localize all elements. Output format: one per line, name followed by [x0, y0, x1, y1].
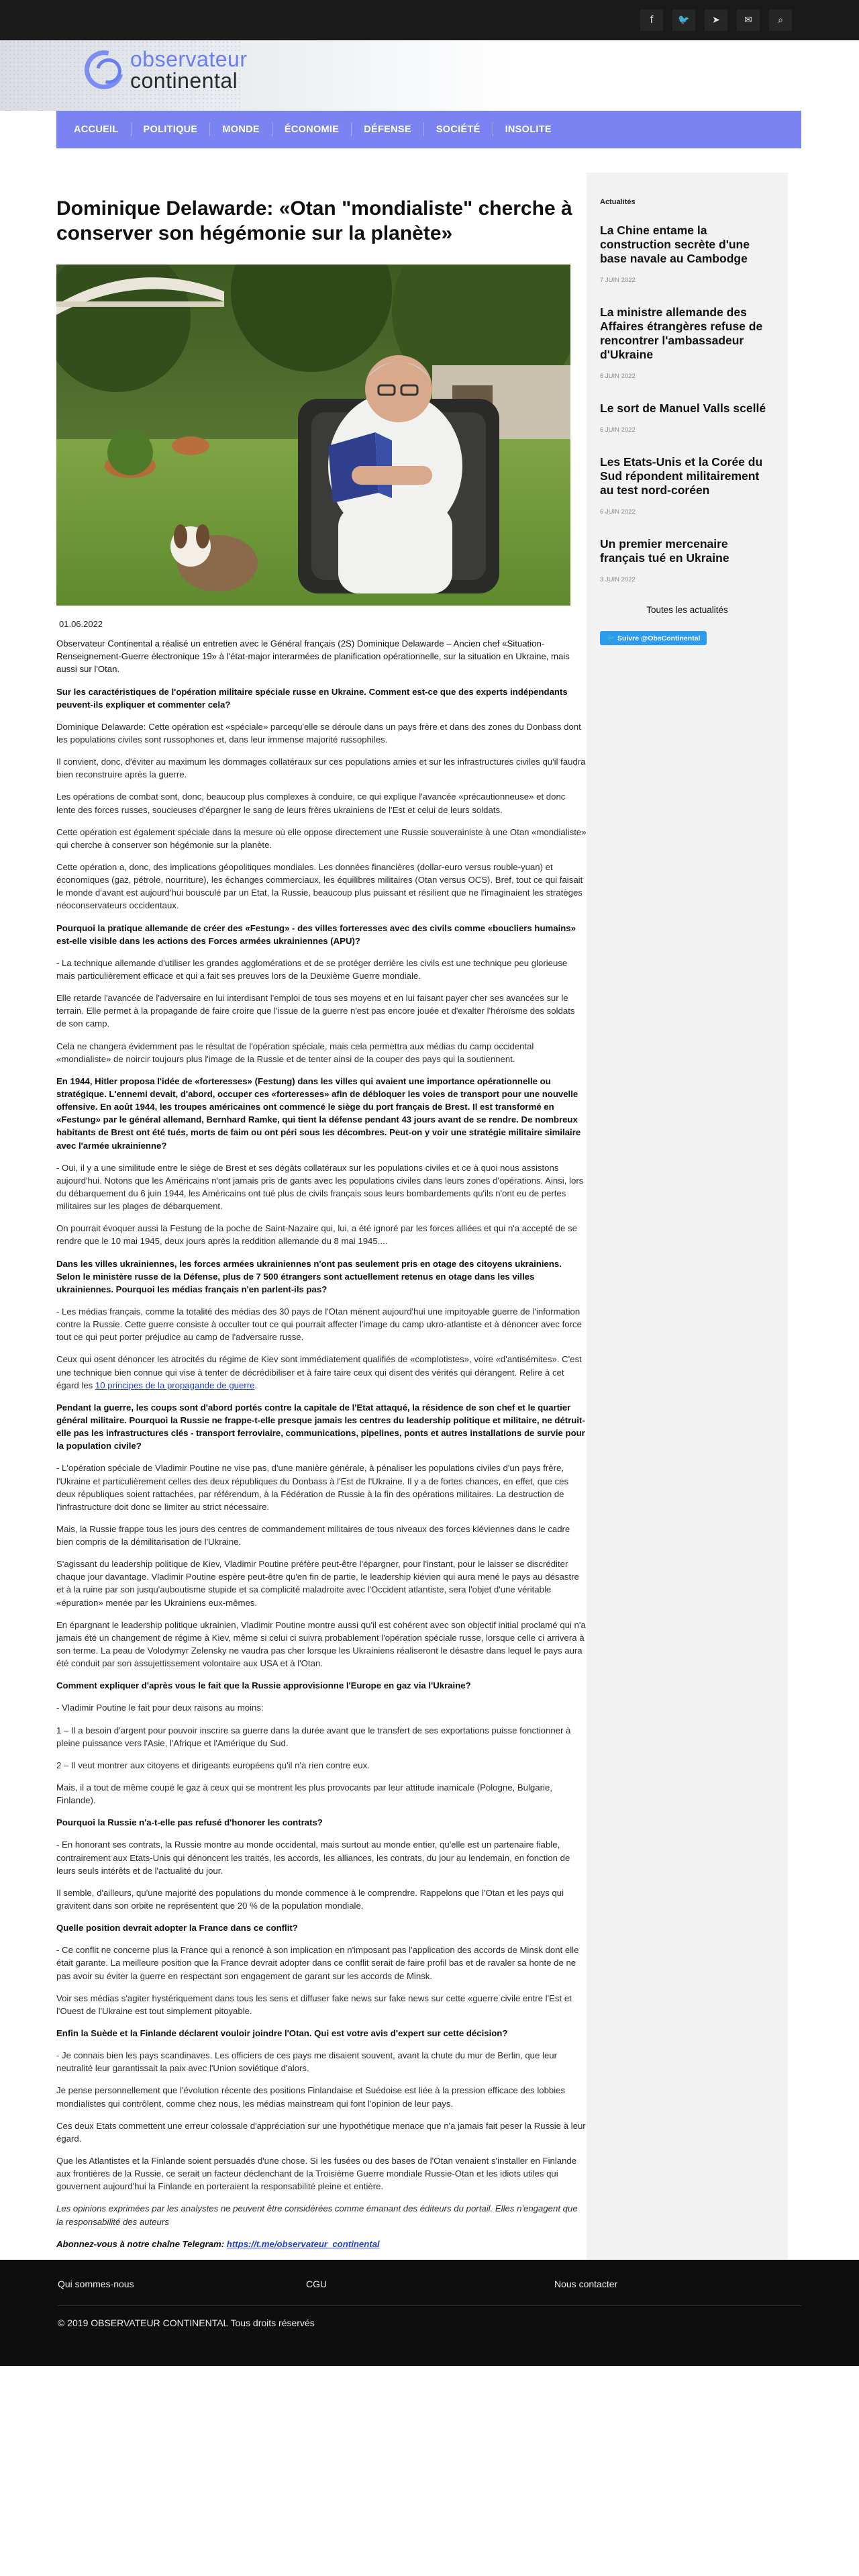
article-date: 01.06.2022	[59, 619, 103, 630]
news-list	[600, 224, 788, 583]
top-bar	[0, 0, 859, 40]
telegram-channel-link[interactable]: https://t.me/observateur_continental	[226, 2238, 380, 2249]
twitter-follow-label: Suivre @ObsContinental	[617, 634, 701, 642]
site-footer	[0, 2260, 859, 2366]
logo-icon	[77, 43, 130, 96]
news-item-date: 7 JUIN 2022	[600, 277, 636, 284]
article-paragraph: Voir ses médias s'agiter hystériquement dans tous les sens et diffuser fake news sur fake news sur cette «guerre civile entre l'Est et l'Ouest de l'Ukraine est tout simplement pitoyable.	[56, 1993, 572, 2016]
site-header	[0, 40, 859, 111]
news-item-date: 6 JUIN 2022	[600, 426, 636, 434]
nav-item-société[interactable]: SOCIÉTÉ	[436, 124, 481, 135]
facebook-button[interactable]	[640, 9, 663, 31]
article-paragraph: Il convient, donc, d'éviter au maximum les dommages collatéraux sur ces populations amies et sur les infrastructures civiles qu'il faudra bien reconstruire après la guerre.	[56, 757, 586, 780]
article-question: En 1944, Hitler proposa l'idée de «forteresses» (Festung) dans les villes qui avaient une importance opérationnelle ou stratégique. L'ennemi devait, d'abord, occuper ces «forteresses» afin de débloquer les voies de transport pour une nouvelle offensive. En août 1944, les troupes américaines ont commencé le siège du port français de Brest. Il est transformé en «Festung» par le général allemand, Bernhard Ramke, qui tient la défense pendant 43 jours avant de se rendre. De nombreux habitants de Brest ont été tués, morts de faim ou ont péri sous les décombres. Peut-on y voir une stratégie militaire similaire avec l'armée ukrainienne?	[56, 1076, 581, 1151]
article-question: Pendant la guerre, les coups sont d'abord portés contre la capitale de l'Etat attaqué, la résidence de son chef et le quartier général militaire. Pourquoi la Russie ne frappe-t-elle presque jamais les centres du leadership politique et militaire, ne détruit-elle pas les infrastructures clés - transport ferroviaire, communications, pipelines, ponts et autres installations de survie pour la population civile?	[56, 1402, 585, 1451]
article-title: Dominique Delawarde: «Otan "mondialiste" cherche à conserver son hégémonie sur la planète»	[56, 197, 572, 244]
twitter-icon: 🐦	[607, 634, 617, 642]
article-paragraph: - Je connais bien les pays scandinaves. Les officiers de ces pays me disaient souvent, avant la chute du mur de Berlin, que leur neutralité leur garantissait la paix avec l'Union soviétique d'alors.	[56, 2050, 558, 2074]
article-disclaimer	[56, 2202, 587, 2228]
article-paragraph: Cette opération est également spéciale dans la mesure où elle oppose directement une Russie souverainiste à une Otan «mondialiste» qui cherche à conserver son hégémonie sur la planète.	[56, 826, 587, 850]
email-button[interactable]	[737, 9, 760, 31]
footer-divider	[58, 2305, 801, 2306]
article-question: Pourquoi la Russie n'a-t-elle pas refusé d'honorer les contrats?	[56, 1817, 323, 1828]
paragraph-text: Ceux qui osent dénoncer les atrocités du régime de Kiev sont immédiatement qualifiés de «complotistes», voire «d'antisémites». C'est une technique bien connue qui vise à tenter de décrédibiliser et à faire taire ceux qui disent des vérités qui dérangent. Relire à cet égard les	[56, 1354, 582, 1390]
telegram-icon: ➤	[712, 15, 720, 26]
nav-item-insolite[interactable]: INSOLITE	[505, 124, 552, 135]
article-paragraph: - L'opération spéciale de Vladimir Poutine ne vise pas, d'une manière générale, à pénaliser les populations civiles d'un pays frère, l'Ukraine et particulièrement celles des deux républiques du Donbass à l'Est de l'Ukraine. Il y a de fortes chances, en effet, que ces deux républiques soient rattachées, par référendum, à la Fédération de Russie à la fin des opérations militaires. La destruction de l'infrastructure doit donc se limiter au strict nécessaire.	[56, 1463, 569, 1512]
article-paragraph: - Les médias français, comme la totalité des médias des 30 pays de l'Otan mènent aujourd'hui une impitoyable guerre de l'information contre la Russie. Cette guerre consiste à occulter tout ce qui pourrait affecter l'image du camp ukro-atlantiste et à dénoncer avec force tout ce qui peut porter préjudice au camp de l'adversaire russe.	[56, 1306, 582, 1343]
nav-item-accueil[interactable]: ACCUEIL	[74, 124, 119, 135]
nav-item-monde[interactable]: MONDE	[222, 124, 260, 135]
article-question: Dans les villes ukrainiennes, les forces armées ukrainiennes n'ont pas seulement pris en otage des citoyens ukrainiens. Selon le ministère russe de la Défense, plus de 7 500 étrangers sont actuellement retenus en otage dans les villes ukrainiennes. Pourquoi les médias français n'en parlent-ils pas?	[56, 1258, 562, 1294]
twitter-button[interactable]	[672, 9, 695, 31]
article-paragraph: 2 – Il veut montrer aux citoyens et dirigeants européens qu'il n'a rien contre eux.	[56, 1760, 370, 1770]
subscribe-text: Abonnez-vous à notre chaîne Telegram:	[56, 2238, 227, 2249]
news-item[interactable]	[600, 455, 788, 516]
news-item[interactable]	[600, 305, 788, 380]
article-question: Quelle position devrait adopter la France dans ce conflit?	[56, 1923, 298, 1934]
article-paragraph: - Vladimir Poutine le fait pour deux raisons au moins:	[56, 1703, 264, 1713]
news-item[interactable]	[600, 401, 788, 434]
social-links	[640, 9, 792, 31]
article-paragraph: Mais, il a tout de même coupé le gaz à ceux qui se montrent les plus provocants par leur attitude inamicale (Pologne, Bulgarie, Finlande).	[56, 1782, 552, 1806]
article-paragraph: Elle retarde l'avancée de l'adversaire en lui interdisant l'emploi de tous ses moyens et en lui faisant payer cher ses avancées sur le terrain. Elle permet à la propagande de faire croire que l'issue de la guerre n'est pas encore jouée et d'exalter l'héroïsme des soldats de son camp.	[56, 993, 575, 1029]
article-paragraph: Je pense personnellement que l'évolution récente des positions Finlandaise et Suédoise est liée à la pression efficace des lobbies mondialistes qui contrôlent, comme chez nous, les médias mainstream qui font l'opinion de leur pays.	[56, 2085, 566, 2109]
article-question: Pourquoi la pratique allemande de créer des «Festung» - des villes forteresses avec des civils comme «boucliers humains» est-elle visible dans les actions des Forces armées ukrainiennes (APU)?	[56, 922, 576, 946]
news-item-title[interactable]: Les Etats-Unis et la Corée du Sud répondent militairement au test nord-coréen	[600, 455, 763, 497]
article-paragraph: Il semble, d'ailleurs, qu'une majorité des populations du monde commence à le comprendre. Rappelons que l'Otan et les pays qui gravitent dans son orbite ne représentent que 20 % de la population mondiale.	[56, 1887, 564, 1911]
article-paragraph: - Ce conflit ne concerne plus la France qui a renoncé à son implication en n'imposant pas l'application des accords de Minsk dont elle était garante. La meilleure position que la France devrait adopter dans ce conflit serait de faire profil bas et de ravaler sa honte de ne pas avoir su éviter la guerre en respectant son engagement de garant sur les accords de Minsk.	[56, 1945, 579, 1981]
news-item-title[interactable]: La ministre allemande des Affaires étrangères refuse de rencontrer l'ambassadeur d'Ukraine	[600, 305, 763, 361]
news-item-title[interactable]: Le sort de Manuel Valls scellé	[600, 401, 766, 415]
nav-item-économie[interactable]: ÉCONOMIE	[284, 124, 340, 135]
article-paragraph: En épargnant le leadership politique ukrainien, Vladimir Poutine montre aussi qu'il est cohérent avec son objectif initial proclamé qui n'a jamais été un changement de régime à Kiev, même si celui ci suivra probablement l'opération spéciale russe, lorsque celle ci arrivera à son terme. La peau de Volodymyr Zelensky ne vaudra pas cher lorsque les Ukrainiens réaliseront le désastre dans lequel le pays aura été conduit par son assujettissement volontaire aux USA et à l'Otan.	[56, 1619, 586, 1669]
site-logo[interactable]	[85, 48, 247, 91]
article-question: Enfin la Suède et la Finlande déclarent vouloir joindre l'Otan. Qui est votre avis d'expert sur cette décision?	[56, 2028, 508, 2038]
article-paragraph: - La technique allemande d'utiliser les grandes agglomérations et de se protéger derrière les civils est une technique peu glorieuse mais particulièrement efficace et qui a fait ses preuves lors de la Deuxième Guerre mondiale.	[56, 957, 568, 981]
search-button[interactable]	[769, 9, 792, 31]
news-item-date: 6 JUIN 2022	[600, 508, 636, 516]
footer-link-contact[interactable]: Nous contacter	[554, 2278, 618, 2289]
article-paragraph: Observateur Continental a réalisé un entretien avec le Général français (2S) Dominique Delawarde – Ancien chef «Situation-Renseignement-Guerre électronique 19» à l'état-major interarmées de planification opérationnelle, sur la situation en Ukraine, mais aussi sur l'Otan.	[56, 638, 570, 675]
article-photo	[56, 265, 570, 606]
article-paragraph: 1 – Il a besoin d'argent pour pouvoir inscrire sa guerre dans la durée avant que le transfert de ses exportations puisse fonctionner à pleine puissance vers l'Asie, l'Afrique et l'Amérique du Sud.	[56, 1725, 571, 1748]
disclaimer-text: Les opinions exprimées par les analystes ne peuvent être considérées comme émanant des éditeurs du portail. Elles n'engagent que la responsabilité des auteurs	[56, 2203, 578, 2227]
logo-line-1: observateur	[130, 47, 248, 71]
nav-item-défense[interactable]: DÉFENSE	[364, 124, 411, 135]
article-paragraph: Les opérations de combat sont, donc, beaucoup plus complexes à conduire, ce qui explique l'avancée «précautionneuse» et donc lente des forces russes, soucieuses d'épargner le sang de leurs frères ukrainiens de l'Est et celui de leurs soldats.	[56, 792, 566, 815]
article-paragraph: Cela ne changera évidemment pas le résultat de l'opération spéciale, mais cela permettra aux médias du camp occidental «mondialiste» de noircir toujours plus l'image de la Russie et de tenter ainsi de la couper des pays qui la soutiennent.	[56, 1041, 534, 1064]
article-paragraph: Ces deux Etats commettent une erreur colossale d'appréciation sur une hypothétique menace que n'a jamais fait peser la Russie à leur égard.	[56, 2120, 586, 2144]
article-paragraph: S'agissant du leadership politique de Kiev, Vladimir Poutine préfère peut-être l'épargner, pour l'instant, pour le laisser se discréditer chaque jour davantage. Vladimir Poutine espère peut-être qu'en fin de partie, le leadership kiévien qui aura mené le pays au désastre et à la ruine par son jusqu'auboutisme stupide et sa complicité maladroite avec l'Occident atlantiste, sera l'objet d'une véritable «épuration» menée par les Ukrainiens eux-mêmes.	[56, 1559, 579, 1608]
facebook-icon: f	[650, 15, 654, 26]
article-paragraph: Que les Atlantistes et la Finlande soient persuadés d'une chose. Si les fusées ou des bases de l'Otan venaient s'installer en Finlande aux frontières de la Russie, ce serait un facteur déclenchant de la Troisième Guerre mondiale Russie-Otan et les idiots utiles qui gouvernent aujourd'hui la Finlande en porteraient la responsabilité pleine et entière.	[56, 2155, 577, 2192]
footer-link-about[interactable]: Qui sommes-nous	[58, 2278, 134, 2289]
propaganda-principles-link[interactable]: 10 principes de la propagande de guerre	[95, 1380, 255, 1390]
article-paragraph: - Oui, il y a une similitude entre le siège de Brest et ses dégâts collatéraux sur les populations civiles et ce à quoi nous assistons aujourd'hui. Notons que les Américains n'ont jamais pris de gants avec les populations civiles dans leurs zones d'opérations. Ainsi, lors du débarquement du 6 juin 1944, les Américains ont tué plus de civils français sous leurs bombardements qu'ils n'ont eu de pertes militaires sur les plages de débarquement.	[56, 1162, 584, 1212]
paragraph-tail: .	[254, 1380, 258, 1390]
news-item-title[interactable]: Un premier mercenaire français tué en Ukraine	[600, 537, 729, 565]
email-icon: ✉	[744, 15, 752, 26]
twitter-icon: 🐦	[678, 15, 690, 26]
telegram-button[interactable]	[705, 9, 727, 31]
news-item-date: 3 JUIN 2022	[600, 576, 636, 583]
article-body	[56, 637, 587, 2250]
footer-link-cgu[interactable]: CGU	[306, 2278, 327, 2289]
article-paragraph: Mais, la Russie frappe tous les jours des centres de commandement militaires de tous niveaux des forces kiéviennes dans le cadre bien compris de la démilitarisation de l'Ukraine.	[56, 1523, 570, 1547]
sidebar-heading: Actualités	[600, 198, 636, 206]
nav-item-politique[interactable]: POLITIQUE	[143, 124, 198, 135]
news-item-title[interactable]: La Chine entame la construction secrète d'une base navale au Cambodge	[600, 224, 750, 265]
article-question: Comment expliquer d'après vous le fait que la Russie approvisionne l'Europe en gaz via l'Ukraine?	[56, 1680, 471, 1691]
search-icon: ⌕	[778, 15, 783, 26]
footer-copyright: © 2019 OBSERVATEUR CONTINENTAL Tous droits réservés	[58, 2317, 315, 2328]
article-paragraph: Cette opération a, donc, des implications géopolitiques mondiales. Les données financières (dollar-euro versus rouble-yuan) et économiques (gaz, pétrole, nourriture), les échanges commerciaux, les équilibres militaires (Otan versus OCS). Bref, tout ce qui faisait le monde d'avant est aujourd'hui bousculé par un Etat, la Russie, beaucoup plus puissant et résilient que ne l'imaginaient les stratèges néoconservateurs occidentaux.	[56, 862, 583, 911]
twitter-follow-button[interactable]	[600, 631, 707, 645]
main-nav	[56, 111, 801, 148]
article-paragraph: On pourrait évoquer aussi la Festung de la poche de Saint-Nazaire qui, lui, a été ignoré par les forces alliées et qui n'a accepté de se rendre que le 10 mai 1945, deux jours après la reddition allemande du 8 mai 1945....	[56, 1223, 577, 1247]
all-news-link[interactable]: Toutes les actualités	[646, 605, 728, 615]
news-item[interactable]	[600, 224, 788, 284]
article-column	[56, 173, 587, 2260]
article-paragraph	[56, 1353, 587, 1391]
sidebar	[587, 173, 788, 2260]
article-paragraph: Dominique Delawarde: Cette opération est «spéciale» parcequ'elle se déroule dans un pays frère et dans des zones du Donbass dont les populations civiles sont russophones et, dans leur immense majorité russophiles.	[56, 721, 581, 745]
article-paragraph: - En honorant ses contrats, la Russie montre au monde occidental, mais surtout au monde entier, qu'elle est un partenaire fiable, contrairement aux Etats-Unis qui dénoncent les traités, les accords, les alliances, les contrats, du jour au lendemain, en fonction de leurs seuls intérêts et de l'actualité du jour.	[56, 1840, 570, 1876]
article-photo-illustration	[56, 265, 570, 606]
telegram-subscribe	[56, 2238, 587, 2250]
news-item[interactable]	[600, 537, 788, 583]
news-item-date: 6 JUIN 2022	[600, 373, 636, 380]
logo-line-2: continental	[130, 68, 238, 93]
article-question: Sur les caractéristiques de l'opération militaire spéciale russe en Ukraine. Comment est-ce que des experts indépendants peuvent-ils expliquer et commenter cela?	[56, 686, 568, 710]
